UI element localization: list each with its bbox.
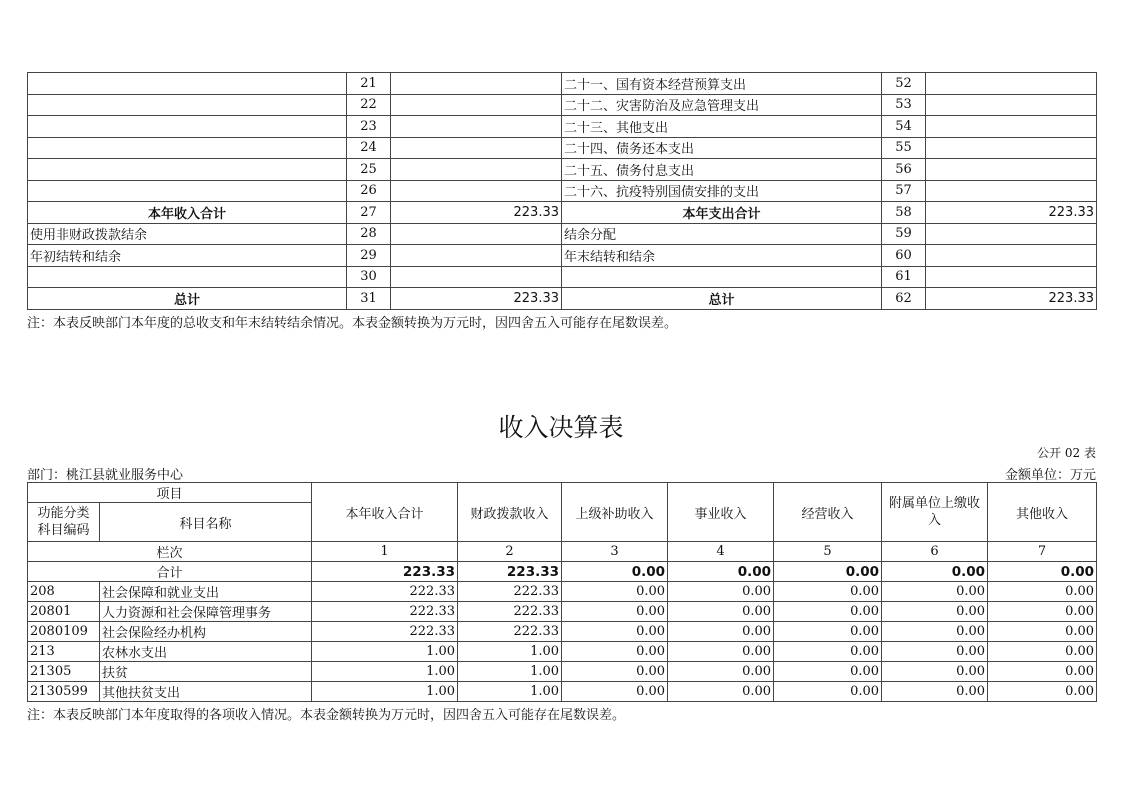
total-value: 0.00 — [774, 562, 882, 582]
page-title: 收入决算表 — [498, 413, 624, 442]
header-col-total: 本年收入合计 — [312, 483, 458, 542]
left-amount — [391, 266, 562, 288]
left-row-number: 23 — [347, 116, 391, 138]
column-number: 7 — [988, 542, 1097, 562]
unit-label: 金额单位：万元 — [1004, 468, 1096, 483]
column-number: 2 — [458, 542, 562, 562]
left-item-label — [28, 94, 347, 116]
amount-cell: 0.00 — [988, 642, 1097, 662]
left-row-number: 26 — [347, 180, 391, 202]
right-amount — [926, 116, 1097, 138]
left-amount — [391, 245, 562, 267]
header-item: 项目 — [28, 483, 312, 503]
income-final-accounts-table — [27, 482, 1097, 702]
left-row-number: 30 — [347, 266, 391, 288]
left-row-number: 25 — [347, 159, 391, 181]
left-amount — [391, 223, 562, 245]
subject-code: 21305 — [28, 662, 100, 682]
amount-cell: 1.00 — [312, 682, 458, 702]
table-row — [28, 116, 1097, 138]
right-item-label: 结余分配 — [562, 223, 882, 245]
amount-cell: 0.00 — [882, 622, 988, 642]
table-row — [28, 288, 1097, 310]
subject-code: 2080109 — [28, 622, 100, 642]
amount-cell: 0.00 — [882, 682, 988, 702]
header-code: 功能分类 科目编码 — [28, 503, 100, 542]
left-item-label — [28, 116, 347, 138]
amount-cell: 0.00 — [562, 662, 668, 682]
amount-cell: 222.33 — [458, 582, 562, 602]
amount-cell: 0.00 — [988, 622, 1097, 642]
table-row — [28, 73, 1097, 95]
right-row-number: 54 — [882, 116, 926, 138]
header-col-operating: 经营收入 — [774, 483, 882, 542]
amount-cell: 0.00 — [668, 622, 774, 642]
table-row — [28, 137, 1097, 159]
left-row-number: 29 — [347, 245, 391, 267]
amount-cell: 222.33 — [312, 582, 458, 602]
subject-name: 社会保障和就业支出 — [100, 582, 312, 602]
amount-cell: 222.33 — [458, 602, 562, 622]
right-row-number: 59 — [882, 223, 926, 245]
right-amount: 223.33 — [926, 202, 1097, 224]
subject-name: 社会保险经办机构 — [100, 622, 312, 642]
right-item-label: 二十一、国有资本经营预算支出 — [562, 73, 882, 95]
column-number: 6 — [882, 542, 988, 562]
right-item-label: 二十四、债务还本支出 — [562, 137, 882, 159]
amount-cell: 1.00 — [312, 642, 458, 662]
header-col-affiliated: 附属单位上缴收入 — [882, 483, 988, 542]
left-item-label: 总计 — [28, 288, 347, 310]
total-value: 0.00 — [882, 562, 988, 582]
total-value: 0.00 — [562, 562, 668, 582]
left-item-label: 使用非财政拨款结余 — [28, 223, 347, 245]
table-code: 公开 02 表 — [1037, 446, 1096, 460]
table-row — [28, 602, 1097, 622]
subject-name: 人力资源和社会保障管理事务 — [100, 602, 312, 622]
amount-cell: 0.00 — [562, 682, 668, 702]
table-row — [28, 94, 1097, 116]
amount-cell: 1.00 — [458, 642, 562, 662]
right-amount: 223.33 — [926, 288, 1097, 310]
right-amount — [926, 73, 1097, 95]
total-value: 223.33 — [312, 562, 458, 582]
column-number: 5 — [774, 542, 882, 562]
table1-note: 注：本表反映部门本年度的总收支和年末结转结余情况。本表金额转换为万元时，因四舍五入可能存在尾数误差。 — [27, 316, 678, 331]
header-col-superior-subsidy: 上级补助收入 — [562, 483, 668, 542]
right-row-number: 56 — [882, 159, 926, 181]
right-amount — [926, 180, 1097, 202]
amount-cell: 0.00 — [774, 622, 882, 642]
left-item-label — [28, 137, 347, 159]
left-amount — [391, 73, 562, 95]
left-row-number: 27 — [347, 202, 391, 224]
right-row-number: 61 — [882, 266, 926, 288]
total-row — [28, 562, 1097, 582]
left-amount: 223.33 — [391, 288, 562, 310]
total-value: 0.00 — [988, 562, 1097, 582]
right-row-number: 55 — [882, 137, 926, 159]
amount-cell: 0.00 — [774, 602, 882, 622]
amount-cell: 0.00 — [988, 662, 1097, 682]
left-item-label — [28, 73, 347, 95]
left-row-number: 24 — [347, 137, 391, 159]
right-item-label: 总计 — [562, 288, 882, 310]
right-item-label: 本年支出合计 — [562, 202, 882, 224]
right-item-label: 二十六、抗疫特别国债安排的支出 — [562, 180, 882, 202]
table-row — [28, 223, 1097, 245]
left-amount — [391, 159, 562, 181]
left-item-label: 本年收入合计 — [28, 202, 347, 224]
amount-cell: 0.00 — [562, 622, 668, 642]
right-row-number: 53 — [882, 94, 926, 116]
column-number: 1 — [312, 542, 458, 562]
left-row-number: 22 — [347, 94, 391, 116]
amount-cell: 0.00 — [882, 582, 988, 602]
amount-cell: 0.00 — [562, 642, 668, 662]
right-row-number: 58 — [882, 202, 926, 224]
subject-name: 农林水支出 — [100, 642, 312, 662]
right-row-number: 60 — [882, 245, 926, 267]
table-row — [28, 266, 1097, 288]
table2-note: 注：本表反映部门本年度取得的各项收入情况。本表金额转换为万元时，因四舍五入可能存在尾数误差。 — [27, 708, 626, 723]
right-amount — [926, 137, 1097, 159]
subject-name: 其他扶贫支出 — [100, 682, 312, 702]
amount-cell: 0.00 — [988, 582, 1097, 602]
header-col-business: 事业收入 — [668, 483, 774, 542]
left-row-number: 28 — [347, 223, 391, 245]
left-row-number: 31 — [347, 288, 391, 310]
right-amount — [926, 223, 1097, 245]
right-amount — [926, 94, 1097, 116]
subject-code: 20801 — [28, 602, 100, 622]
amount-cell: 0.00 — [668, 662, 774, 682]
right-row-number: 57 — [882, 180, 926, 202]
header-name: 科目名称 — [100, 503, 312, 542]
right-item-label: 年末结转和结余 — [562, 245, 882, 267]
column-number: 4 — [668, 542, 774, 562]
right-amount — [926, 245, 1097, 267]
amount-cell: 0.00 — [774, 682, 882, 702]
income-expenditure-summary-table — [27, 72, 1097, 310]
amount-cell: 0.00 — [882, 662, 988, 682]
amount-cell: 1.00 — [458, 682, 562, 702]
total-label: 合计 — [28, 562, 312, 582]
subject-code: 213 — [28, 642, 100, 662]
right-row-number: 62 — [882, 288, 926, 310]
subject-code: 2130599 — [28, 682, 100, 702]
amount-cell: 222.33 — [458, 622, 562, 642]
right-amount — [926, 159, 1097, 181]
amount-cell: 1.00 — [458, 662, 562, 682]
amount-cell: 1.00 — [312, 662, 458, 682]
amount-cell: 0.00 — [882, 602, 988, 622]
column-number: 3 — [562, 542, 668, 562]
left-amount — [391, 180, 562, 202]
right-amount — [926, 266, 1097, 288]
colno-label: 栏次 — [28, 542, 312, 562]
right-item-label: 二十三、其他支出 — [562, 116, 882, 138]
right-item-label — [562, 266, 882, 288]
amount-cell: 0.00 — [882, 642, 988, 662]
amount-cell: 222.33 — [312, 622, 458, 642]
left-item-label: 年初结转和结余 — [28, 245, 347, 267]
left-amount — [391, 94, 562, 116]
total-value: 0.00 — [668, 562, 774, 582]
amount-cell: 0.00 — [988, 602, 1097, 622]
amount-cell: 0.00 — [562, 602, 668, 622]
column-number-row — [28, 542, 1097, 562]
table-row — [28, 245, 1097, 267]
table-row — [28, 682, 1097, 702]
header-col-fiscal: 财政拨款收入 — [458, 483, 562, 542]
amount-cell: 0.00 — [668, 682, 774, 702]
left-amount — [391, 137, 562, 159]
amount-cell: 0.00 — [668, 642, 774, 662]
left-item-label — [28, 159, 347, 181]
subject-name: 扶贫 — [100, 662, 312, 682]
table-row — [28, 159, 1097, 181]
table-row — [28, 622, 1097, 642]
header-col-other: 其他收入 — [988, 483, 1097, 542]
table-row — [28, 642, 1097, 662]
amount-cell: 0.00 — [668, 602, 774, 622]
amount-cell: 0.00 — [668, 582, 774, 602]
table-row — [28, 662, 1097, 682]
amount-cell: 0.00 — [988, 682, 1097, 702]
amount-cell: 222.33 — [312, 602, 458, 622]
left-row-number: 21 — [347, 73, 391, 95]
subject-code: 208 — [28, 582, 100, 602]
right-item-label: 二十五、债务付息支出 — [562, 159, 882, 181]
table-row — [28, 202, 1097, 224]
table-row — [28, 582, 1097, 602]
left-amount: 223.33 — [391, 202, 562, 224]
left-amount — [391, 116, 562, 138]
department-label: 部门：桃江县就业服务中心 — [27, 468, 184, 483]
amount-cell: 0.00 — [774, 642, 882, 662]
left-item-label — [28, 180, 347, 202]
right-item-label: 二十二、灾害防治及应急管理支出 — [562, 94, 882, 116]
amount-cell: 0.00 — [774, 662, 882, 682]
amount-cell: 0.00 — [562, 582, 668, 602]
amount-cell: 0.00 — [774, 582, 882, 602]
total-value: 223.33 — [458, 562, 562, 582]
table-row — [28, 180, 1097, 202]
left-item-label — [28, 266, 347, 288]
right-row-number: 52 — [882, 73, 926, 95]
